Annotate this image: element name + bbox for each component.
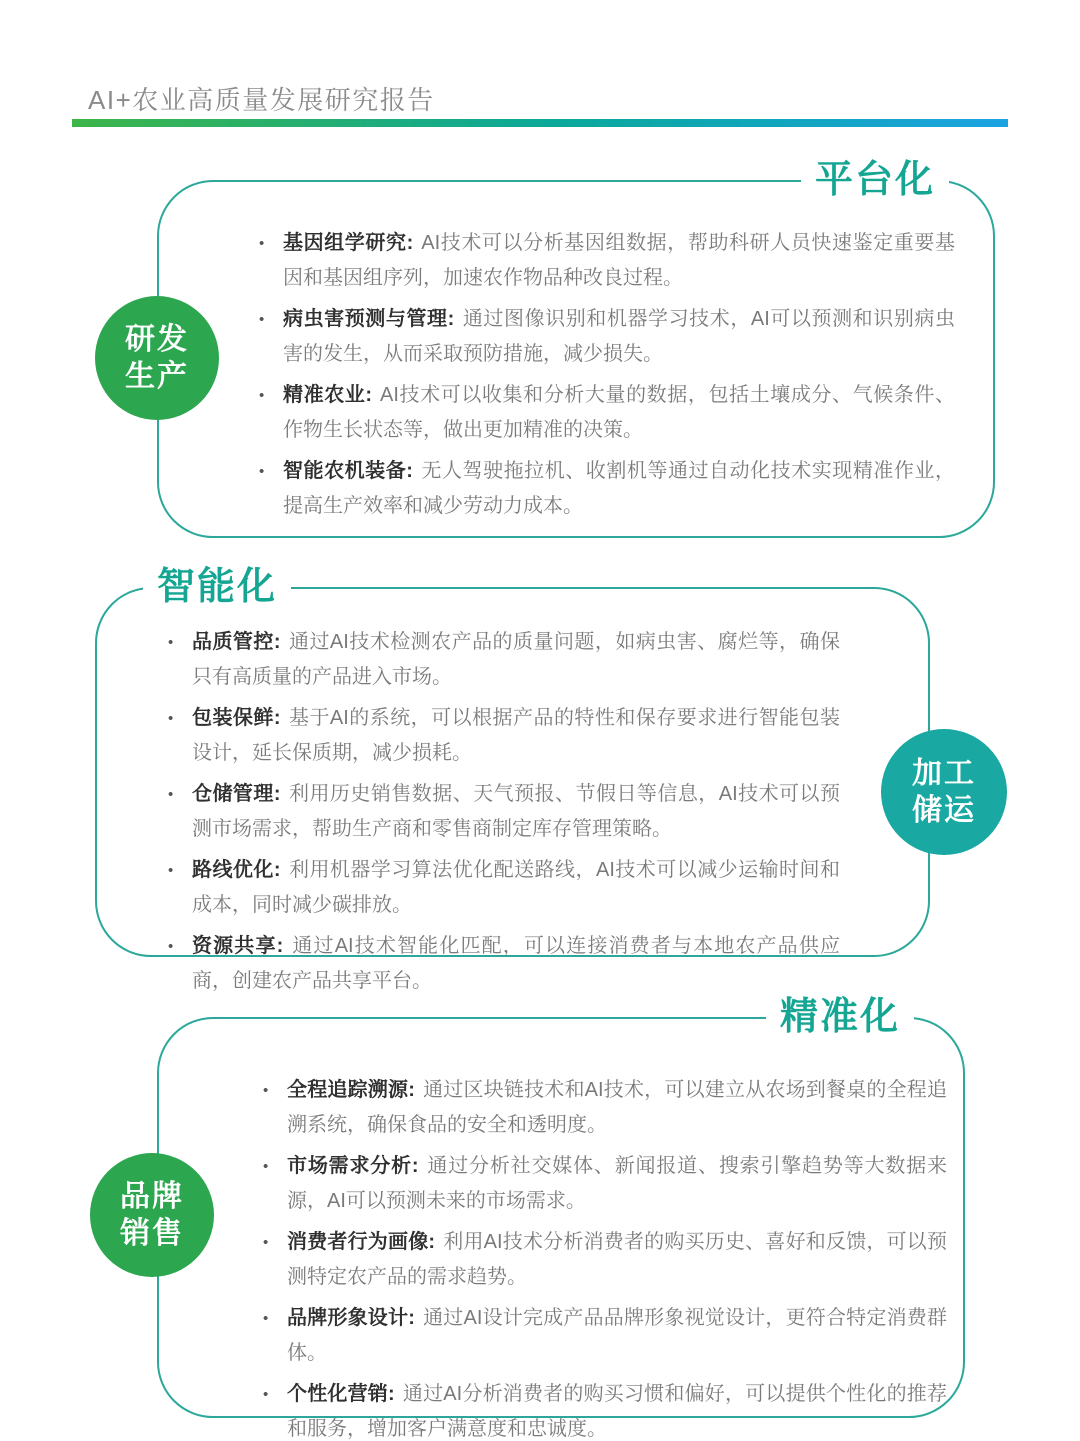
bullet-text (192, 853, 840, 923)
section-platformization (157, 159, 995, 538)
bullet-text (287, 1073, 947, 1143)
bullet-dot-icon (263, 1377, 287, 1441)
bullet-text (283, 302, 955, 372)
bullet-text (192, 929, 840, 999)
bullet-dot-icon (259, 454, 283, 524)
bullet-term: 包装保鲜: (192, 707, 281, 729)
bullet-desc: AI技术可以收集和分析大量的数据，包括土壤成分、气候条件、作物生长状态等，做出更加精准的决策。 (283, 384, 955, 441)
bullet-list (168, 625, 840, 999)
list-item (259, 302, 955, 372)
bullet-text (283, 378, 955, 448)
bullet-dot-icon (168, 777, 192, 847)
list-item (263, 1377, 947, 1441)
bullet-dot-icon (263, 1073, 287, 1143)
bullet-dot-icon (168, 701, 192, 771)
bullet-dot-icon (259, 378, 283, 448)
circle-label-line: 加工 (912, 757, 976, 790)
section-precision-title: 精准化 (766, 993, 914, 1041)
list-item (168, 929, 840, 999)
circle-rd-production (95, 296, 219, 420)
list-item (259, 378, 955, 448)
circle-label-line: 销售 (120, 1217, 184, 1250)
bullet-text (192, 625, 840, 695)
bullet-desc: 基于AI的系统，可以根据产品的特性和保存要求进行智能包装设计，延长保质期，减少损耗。 (192, 707, 840, 764)
list-item (259, 226, 955, 296)
bullet-dot-icon (259, 302, 283, 372)
circle-label-line: 储运 (912, 794, 976, 827)
bullet-desc: 通过分析社交媒体、新闻报道、搜索引擎趋势等大数据来源，AI可以预测未来的市场需求。 (287, 1155, 947, 1212)
list-item (168, 853, 840, 923)
bullet-desc: 利用历史销售数据、天气预报、节假日等信息，AI技术可以预测市场需求，帮助生产商和零售商制定库存管理策略。 (192, 783, 840, 840)
circle-processing-storage (881, 729, 1007, 855)
bullet-dot-icon (263, 1301, 287, 1371)
bullet-term: 仓储管理: (192, 783, 281, 805)
bullet-desc: 通过AI分析消费者的购买习惯和偏好，可以提供个性化的推荐和服务，增加客户满意度和忠诚度。 (287, 1383, 947, 1440)
circle-label-line: 生产 (125, 360, 189, 393)
bullet-term: 消费者行为画像: (287, 1231, 436, 1253)
list-item (263, 1301, 947, 1371)
page-title: AI+农业高质量发展研究报告 (88, 85, 435, 115)
bullet-dot-icon (168, 625, 192, 695)
bullet-term: 品牌形象设计: (287, 1307, 415, 1329)
section-precision (157, 996, 965, 1440)
list-item (263, 1225, 947, 1295)
list-item (168, 625, 840, 695)
bullet-term: 路线优化: (192, 859, 281, 881)
bullet-text (192, 701, 840, 771)
bullet-dot-icon (168, 853, 192, 923)
list-item (263, 1073, 947, 1143)
header-divider (72, 119, 1008, 127)
bullet-desc: 通过AI技术智能化匹配，可以连接消费者与本地农产品供应商，创建农产品共享平台。 (192, 935, 840, 992)
bullet-term: 个性化营销: (287, 1383, 395, 1405)
bullet-term: 资源共享: (192, 935, 284, 957)
bullet-desc: 通过AI设计完成产品品牌形象视觉设计，更符合特定消费群体。 (287, 1307, 947, 1364)
list-item (263, 1149, 947, 1219)
bullet-term: 品质管控: (192, 631, 281, 653)
bullet-dot-icon (259, 226, 283, 296)
bullet-term: 病虫害预测与管理: (283, 308, 455, 330)
list-item (168, 701, 840, 771)
circle-label-line: 研发 (125, 323, 189, 356)
bullet-text (287, 1149, 947, 1219)
circle-brand-sales (90, 1153, 214, 1277)
bullet-dot-icon (168, 929, 192, 999)
bullet-term: 智能农机装备: (283, 460, 413, 482)
bullet-term: 精准农业: (283, 384, 373, 406)
bullet-desc: 利用AI技术分析消费者的购买历史、喜好和反馈，可以预测特定农产品的需求趋势。 (287, 1231, 947, 1288)
bullet-text (283, 226, 955, 296)
bullet-desc: 无人驾驶拖拉机、收割机等通过自动化技术实现精准作业，提高生产效率和减少劳动力成本。 (283, 460, 956, 517)
bullet-text (287, 1301, 947, 1371)
section-intelligentization-title: 智能化 (143, 563, 291, 611)
bullet-term: 基因组学研究: (283, 232, 414, 254)
list-item (259, 454, 955, 524)
bullet-term: 全程追踪溯源: (287, 1079, 415, 1101)
section-intelligentization (95, 566, 930, 992)
bullet-dot-icon (263, 1225, 287, 1295)
bullet-list (259, 226, 955, 524)
bullet-text (283, 454, 955, 524)
bullet-desc: 通过区块链技术和AI技术，可以建立从农场到餐桌的全程追溯系统，确保食品的安全和透明度。 (287, 1079, 947, 1136)
bullet-text (287, 1225, 947, 1295)
bullet-list (263, 1073, 947, 1441)
bullet-term: 市场需求分析: (287, 1155, 419, 1177)
section-platformization-title: 平台化 (801, 156, 949, 204)
bullet-desc: 利用机器学习算法优化配送路线，AI技术可以减少运输时间和成本，同时减少碳排放。 (192, 859, 840, 916)
bullet-text (287, 1377, 947, 1441)
bullet-desc: AI技术可以分析基因组数据，帮助科研人员快速鉴定重要基因和基因组序列，加速农作物品种改良过程。 (283, 232, 955, 289)
bullet-desc: 通过图像识别和机器学习技术，AI可以预测和识别病虫害的发生，从而采取预防措施，减少损失。 (283, 308, 955, 365)
circle-label-line: 品牌 (120, 1180, 184, 1213)
bullet-dot-icon (263, 1149, 287, 1219)
list-item (168, 777, 840, 847)
bullet-desc: 通过AI技术检测农产品的质量问题，如病虫害、腐烂等，确保只有高质量的产品进入市场。 (192, 631, 840, 688)
bullet-text (192, 777, 840, 847)
